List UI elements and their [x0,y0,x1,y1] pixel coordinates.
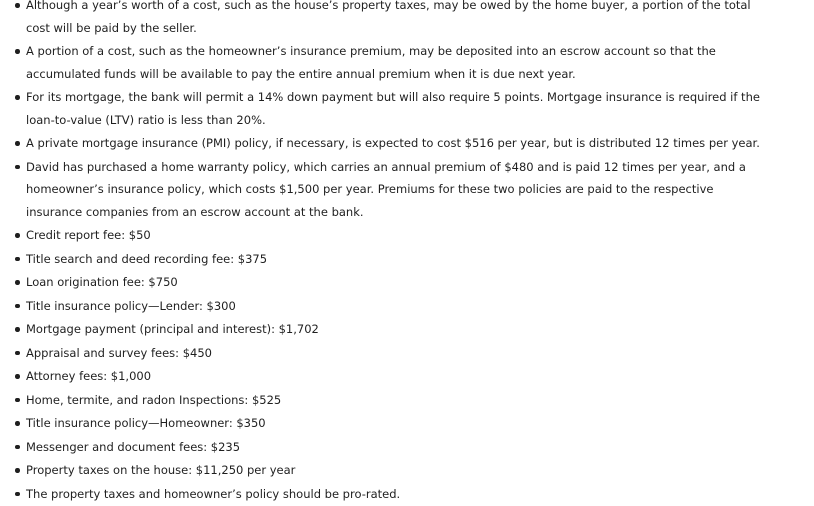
list-item: Loan origination fee: $750 [0,271,814,294]
list-item: For its mortgage, the bank will permit a 14% down payment but will also require 5 points. Mortgage insurance is required if the loan-to-value (LTV) ratio is less than 20%. [0,86,814,131]
list-item: Home, termite, and radon Inspections: $525 [0,389,814,412]
list-item: Attorney fees: $1,000 [0,365,814,388]
list-item: Title insurance policy—Homeowner: $350 [0,412,814,435]
list-item: David has purchased a home warranty policy, which carries an annual premium of $480 and is paid 12 times per year, and a homeowner’s insurance policy, which costs $1,500 per year. Premiums for these two policies are paid to the respective insurance companies from an escrow account at the bank. [0,156,814,224]
list-item: Title search and deed recording fee: $375 [0,248,814,271]
list-item: Appraisal and survey fees: $450 [0,342,814,365]
list-item: Property taxes on the house: $11,250 per year [0,459,814,482]
list-item: Mortgage payment (principal and interest): $1,702 [0,318,814,341]
list-item: Credit report fee: $50 [0,224,814,247]
list-item: A portion of a cost, such as the homeowner’s insurance premium, may be deposited into an escrow account so that the accumulated funds will be available to pay the entire annual premium when it is due next year. [0,40,814,85]
list-item: A private mortgage insurance (PMI) policy, if necessary, is expected to cost $516 per year, but is distributed 12 times per year. [0,132,814,155]
list-item: The property taxes and homeowner’s policy should be pro-rated. [0,483,814,506]
list-item: Title insurance policy—Lender: $300 [0,295,814,318]
list-item: Messenger and document fees: $235 [0,436,814,459]
list-item: Although a year’s worth of a cost, such as the house’s property taxes, may be owed by the home buyer, a portion of the total cost will be paid by the seller. [0,0,814,39]
